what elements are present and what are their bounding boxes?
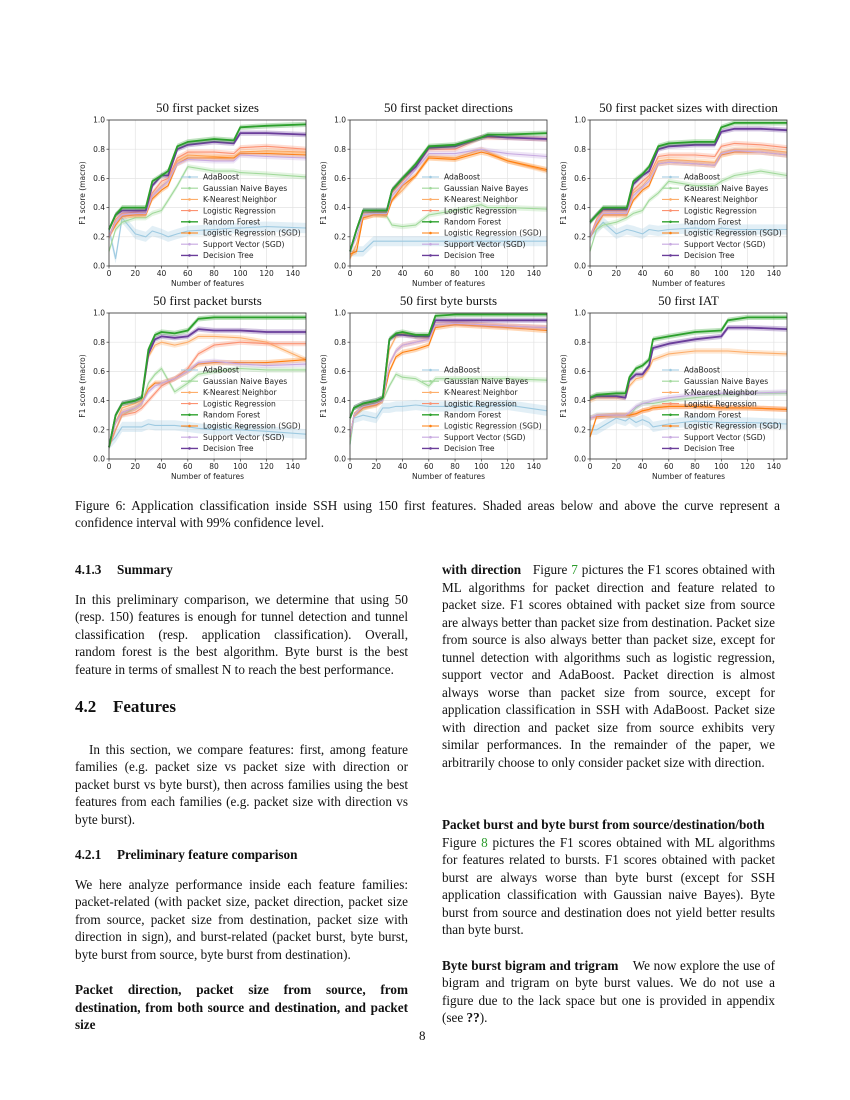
legend-entry: Logistic Regression [203,399,276,409]
legend-entry: K-Nearest Neighbor [444,195,518,205]
chart-panel [319,100,547,288]
paragraph-heading-bigram: Byte burst bigram and trigram [442,957,619,973]
text: ). [479,1010,488,1025]
page-number: 8 [419,1028,426,1043]
x-axis-label: Number of features [170,279,245,288]
legend-entry: Gaussian Naive Bayes [203,376,288,386]
legend-entry: AdaBoost [203,365,239,375]
legend-entry: Logistic Regression [684,399,757,409]
legend-entry: Random Forest [203,410,261,420]
x-tick-label: 0 [587,462,593,471]
legend-entry: Support Vector (SGD) [684,432,766,442]
legend-entry: Random Forest [684,217,742,227]
x-tick-label: 80 [209,269,219,278]
packet-direction-paragraph [442,561,775,771]
y-tick-label: 0.4 [334,203,346,213]
chart-title: 50 first byte bursts [399,293,498,308]
legend-entry: Logistic Regression [684,206,757,216]
x-tick-label: 20 [371,462,382,471]
x-axis-label: Number of features [170,472,245,481]
x-tick-label: 40 [397,462,408,471]
legend-entry: Logistic Regression (SGD) [684,421,782,431]
legend-entry: AdaBoost [444,365,480,375]
y-tick-label: 0.4 [93,396,105,406]
y-tick-label: 1.0 [93,308,105,318]
legend-entry: Gaussian Naive Bayes [444,183,529,193]
y-axis-label: F1 score (macro) [78,354,87,418]
x-tick-label: 140 [526,462,542,471]
chart-panel [319,293,547,481]
x-tick-label: 80 [450,462,460,471]
legend-entry: Support Vector (SGD) [444,239,526,249]
y-tick-label: 0.6 [574,174,586,183]
text: pictures the F1 scores obtained with ML algorithms for packet direction and feature related to packet size. F1 scores obtained with packet size from source are always better than packet size from destination. Packet size from source is also always better than packet size, except for tunnel detection with algorithms such as logistic regression, support vector and AdaBoost. Packet direction is almost always worse than packet size from source, except for application classification in SSH with AdaBoost. Packet size with direction and packet size from source exhibits very similar performances. In the remainder of the paper, we arbitrarily choose to only consider packet size with direction. [442,562,775,770]
x-tick-label: 80 [209,462,219,471]
legend-entry: K-Nearest Neighbor [684,388,758,398]
right-column [442,561,775,1027]
legend-entry: K-Nearest Neighbor [203,195,277,205]
y-tick-label: 1.0 [574,115,586,125]
legend-entry: Gaussian Naive Bayes [444,376,529,386]
y-tick-label: 0.2 [334,232,346,242]
x-tick-label: 100 [714,269,729,278]
x-tick-label: 20 [611,462,622,471]
x-tick-label: 140 [285,462,301,471]
x-tick-label: 40 [156,269,167,278]
legend-entry: Support Vector (SGD) [203,432,285,442]
x-axis-label: Number of features [411,279,486,288]
section-heading-4-1-3 [75,561,408,579]
text: Figure [532,562,572,577]
x-tick-label: 140 [526,269,542,278]
legend-entry: K-Nearest Neighbor [684,195,758,205]
bigram-paragraph [442,957,775,1027]
legend-entry: Gaussian Naive Bayes [203,183,288,193]
legend-entry: AdaBoost [203,172,239,182]
legend-entry: AdaBoost [684,172,720,182]
x-tick-label: 20 [130,269,141,278]
chart-title: 50 first packet sizes [156,100,259,115]
y-tick-label: 0.6 [334,367,346,376]
figure-8-link[interactable]: 8 [481,834,488,850]
x-tick-label: 60 [664,462,674,471]
y-tick-label: 0.6 [334,174,346,183]
section-number: 4.1.3 [75,562,102,577]
x-tick-label: 40 [397,269,408,278]
legend-entry: Logistic Regression (SGD) [203,228,301,238]
text: pictures the F1 scores obtained with ML algorithms for features related to bursts. F1 scores obtained with packet burst are always worse than byte burst (except for SSH application classification with Gaussian naive Bayes). Byte burst from source and destination does not yield better results than byte burst. [442,834,775,937]
figure-6 [0,0,850,490]
y-tick-label: 0.2 [93,232,105,242]
y-tick-label: 0.4 [93,203,105,213]
legend-entry: Random Forest [444,217,502,227]
y-tick-label: 1.0 [93,115,105,125]
legend-entry: Logistic Regression [444,399,517,409]
y-tick-label: 1.0 [334,308,346,318]
legend-entry: Support Vector (SGD) [444,432,526,442]
x-tick-label: 40 [637,462,648,471]
x-tick-label: 120 [259,462,274,471]
legend-entry: Decision Tree [203,251,254,261]
y-tick-label: 0.6 [574,367,586,376]
y-tick-label: 0.2 [334,425,346,435]
x-tick-label: 60 [424,269,434,278]
y-tick-label: 0.6 [93,174,105,183]
x-tick-label: 80 [450,269,460,278]
x-tick-label: 20 [130,462,141,471]
x-tick-label: 140 [766,462,782,471]
text: Figure [442,834,482,850]
y-axis-label: F1 score (macro) [78,161,87,225]
legend-entry: Random Forest [203,217,261,227]
y-tick-label: 0.0 [334,454,346,464]
y-tick-label: 0.4 [574,396,586,406]
x-tick-label: 80 [690,462,700,471]
legend-entry: Decision Tree [684,444,735,454]
x-tick-label: 100 [233,462,248,471]
y-axis-label: F1 score (macro) [319,161,328,225]
x-tick-label: 20 [371,269,382,278]
figure-7-link[interactable]: 7 [571,562,578,577]
figure-6-charts [0,0,850,490]
legend-entry: K-Nearest Neighbor [444,388,518,398]
section-number: 4.2 [75,697,97,716]
legend-entry: Decision Tree [203,444,254,454]
chart-title: 50 first packet sizes with direction [599,100,778,115]
chart-title: 50 first packet directions [384,100,513,115]
x-tick-label: 140 [766,269,782,278]
y-tick-label: 0.8 [574,337,586,347]
y-tick-label: 0.2 [93,425,105,435]
legend-entry: K-Nearest Neighbor [203,388,277,398]
x-tick-label: 0 [347,269,353,278]
x-axis-label: Number of features [651,279,726,288]
y-tick-label: 1.0 [334,115,346,125]
legend-entry: Logistic Regression (SGD) [444,421,542,431]
legend-entry: Support Vector (SGD) [203,239,285,249]
section-heading-4-2 [75,698,408,716]
x-tick-label: 0 [106,462,112,471]
paragraph-heading-packet-direction: Packet direction, packet size from source, from destination, from both source and destination, and packet size [75,982,408,1032]
x-tick-label: 140 [285,269,301,278]
x-tick-label: 120 [500,269,515,278]
legend-entry: Support Vector (SGD) [684,239,766,249]
y-tick-label: 0.8 [574,144,586,154]
chart-panel [78,100,306,288]
x-tick-label: 80 [690,269,700,278]
legend-entry: Random Forest [684,410,742,420]
x-tick-label: 120 [259,269,274,278]
y-tick-label: 0.2 [574,232,586,242]
legend-entry: Decision Tree [444,251,495,261]
y-tick-label: 0.8 [334,337,346,347]
y-tick-label: 0.0 [93,454,105,464]
x-tick-label: 0 [347,462,353,471]
paragraph-heading-burst: Packet burst and byte burst from source/destination/both [442,817,765,832]
chart-panel [559,293,787,481]
preliminary-paragraph: We here analyze performance inside each feature families: packet-related (with packet size, packet direction, packet size from source, packet size from destination, packet size with direction in sign), and burst-related (packet burst, byte burst, byte burst from source, byte burst from destination). [75,876,408,962]
y-tick-label: 0.4 [334,396,346,406]
burst-paragraph [442,816,775,939]
y-tick-label: 0.0 [574,261,586,271]
x-axis-label: Number of features [651,472,726,481]
x-tick-label: 60 [424,462,434,471]
legend-entry: Decision Tree [684,251,735,261]
chart-panel [78,293,306,481]
unresolved-reference[interactable]: ?? [466,1010,480,1025]
legend-entry: Logistic Regression [203,206,276,216]
legend-entry: Random Forest [444,410,502,420]
x-tick-label: 60 [183,269,193,278]
y-tick-label: 0.2 [574,425,586,435]
legend-entry: Logistic Regression [444,206,517,216]
x-tick-label: 60 [183,462,193,471]
x-tick-label: 40 [637,269,648,278]
section-heading-4-2-1 [75,846,408,864]
section-number: 4.2.1 [75,847,102,862]
x-tick-label: 100 [714,462,729,471]
legend-entry: AdaBoost [684,365,720,375]
legend-entry: Decision Tree [444,444,495,454]
y-axis-label: F1 score (macro) [559,161,568,225]
y-tick-label: 0.6 [93,367,105,376]
legend-entry: Gaussian Naive Bayes [684,183,769,193]
chart-title: 50 first packet bursts [153,293,262,308]
section-title: Summary [117,562,173,577]
x-tick-label: 0 [587,269,593,278]
x-tick-label: 20 [611,269,622,278]
legend-entry: AdaBoost [444,172,480,182]
y-axis-label: F1 score (macro) [319,354,328,418]
features-paragraph: In this section, we compare features: first, among feature families (e.g. packet size vs packet size with direction or packet burst vs byte burst), then across families using the best features from each families (e.g. packet size with direction vs byte burst). [75,741,408,827]
y-tick-label: 0.4 [574,203,586,213]
x-tick-label: 0 [106,269,112,278]
legend-entry: Logistic Regression (SGD) [203,421,301,431]
y-tick-label: 0.0 [574,454,586,464]
x-tick-label: 120 [740,269,755,278]
left-column [75,561,408,1034]
y-tick-label: 0.8 [334,144,346,154]
section-title: Features [113,697,176,716]
y-axis-label: F1 score (macro) [559,354,568,418]
x-tick-label: 60 [664,269,674,278]
x-tick-label: 120 [740,462,755,471]
x-tick-label: 120 [500,462,515,471]
x-tick-label: 100 [474,462,489,471]
text: We now explore the use of bigram and trigram on byte burst values. We do not use a figure due to the lack space but one is provided in appendix (see [442,957,775,1025]
y-tick-label: 0.0 [334,261,346,271]
y-tick-label: 0.0 [93,261,105,271]
y-tick-label: 0.8 [93,337,105,347]
legend-entry: Logistic Regression (SGD) [684,228,782,238]
y-tick-label: 1.0 [574,308,586,318]
section-title: Preliminary feature comparison [117,847,298,862]
legend-entry: Gaussian Naive Bayes [684,376,769,386]
summary-paragraph: In this preliminary comparison, we determine that using 50 (resp. 150) features is enough for tunnel detection and tunnel classification (resp. application classification). Overall, random forest is the best algorithm. Byte burst is the best feature in terms of smallest N to reach the best performance. [75,591,408,677]
paragraph-heading-continued: with direction [442,562,522,577]
y-tick-label: 0.8 [93,144,105,154]
figure-caption: Figure 6: Application classification inside SSH using 150 first features. Shaded areas below and above the curve represent a confidence interval with 99% confidence level. [75,498,780,530]
chart-title: 50 first IAT [658,293,719,308]
chart-panel [559,100,787,288]
x-axis-label: Number of features [411,472,486,481]
legend-entry: Logistic Regression (SGD) [444,228,542,238]
x-tick-label: 40 [156,462,167,471]
x-tick-label: 100 [474,269,489,278]
x-tick-label: 100 [233,269,248,278]
